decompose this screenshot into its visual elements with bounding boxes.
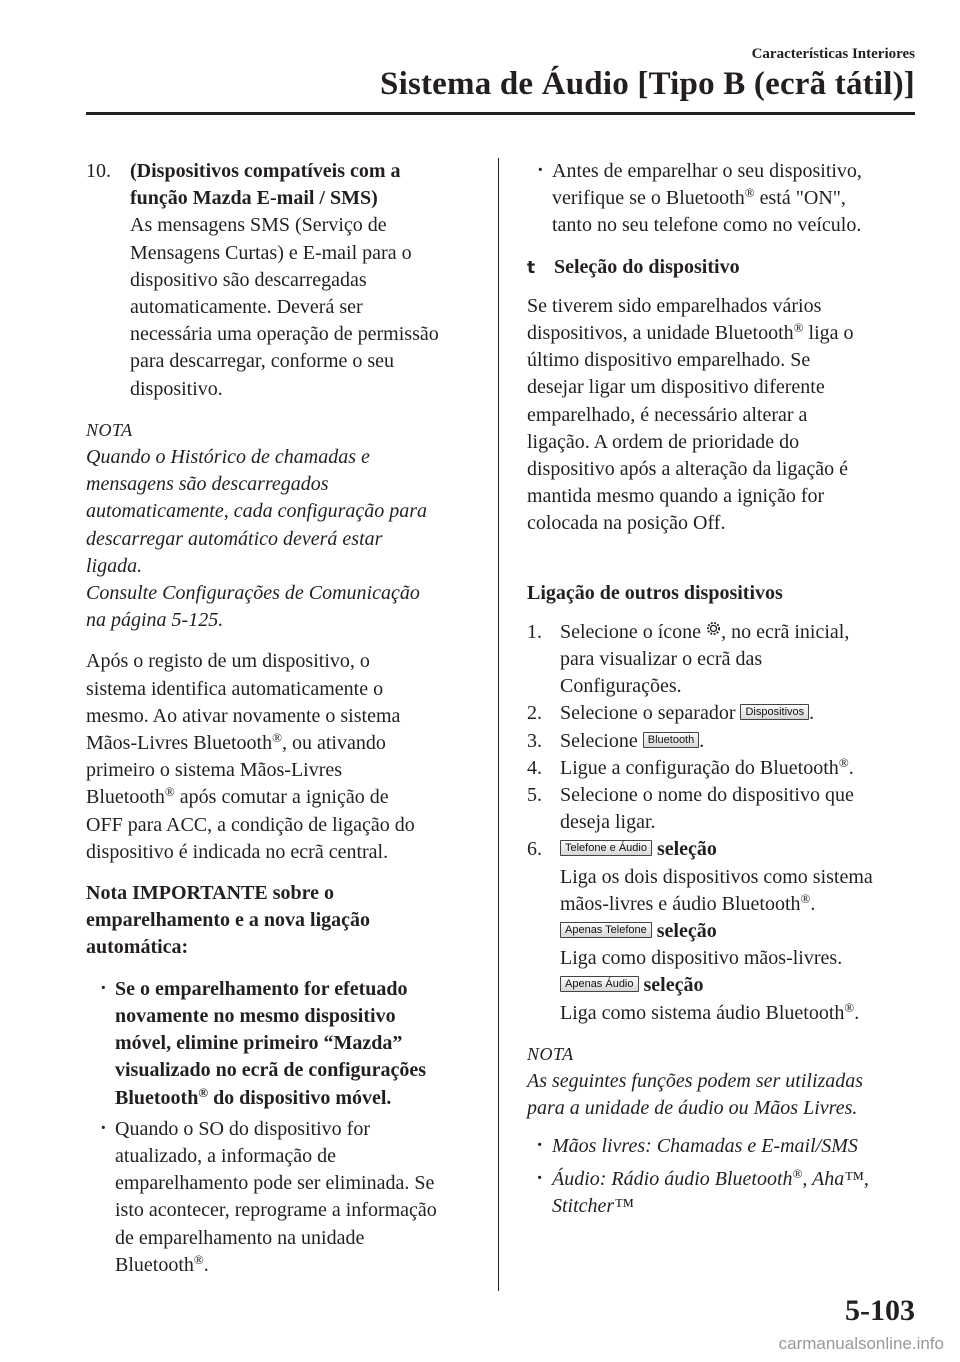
body-line: dispositivo são descarregadas	[130, 268, 367, 291]
nota-block	[86, 417, 471, 635]
bullet-item	[535, 158, 919, 240]
step-4	[527, 755, 919, 782]
section-heading	[527, 254, 919, 281]
registered-mark: ®	[744, 185, 755, 201]
bullet-line: .	[203, 1253, 209, 1276]
title-line: função Mazda E-mail / SMS)	[130, 187, 378, 210]
bullet-line: Bluetooth	[115, 1086, 199, 1109]
registered-mark: ®	[800, 890, 811, 906]
text-line: mesmo. Ao ativar novamente o sistema	[86, 704, 401, 727]
step-number: 2.	[527, 702, 542, 725]
important-bullets	[86, 976, 471, 1279]
item-10-title	[130, 158, 471, 212]
nota-line: descarregar automático deverá estar	[86, 527, 383, 550]
bullet-line: atualizado, a informação de	[115, 1144, 336, 1167]
nota-block	[527, 1041, 919, 1220]
page-number: 5-103	[845, 1294, 915, 1327]
section-marker-icon: t	[527, 257, 536, 278]
step-number: 3.	[527, 729, 542, 752]
bullet-line: está "ON",	[754, 187, 846, 210]
step-text: mãos-livres e áudio Bluetooth	[560, 892, 801, 915]
nota-line: ligada.	[86, 554, 143, 577]
nota-line: As seguintes funções podem ser utilizadas	[527, 1070, 864, 1093]
registered-mark: ®	[272, 730, 282, 746]
body-line: necessária uma operação de permissão	[130, 323, 439, 346]
text-line: Após o registo de um dispositivo, o	[86, 650, 370, 673]
body-line: As mensagens SMS (Serviço de	[130, 214, 387, 237]
registered-mark: ®	[164, 784, 175, 800]
step-number: 5.	[527, 784, 542, 807]
nota-line: Mãos livres: Chamadas e E-mail/SMS	[552, 1134, 858, 1157]
nota-bullet	[535, 1166, 919, 1220]
text-line: liga o	[803, 322, 854, 345]
text-line: Se tiverem sido emparelhados vários	[527, 294, 822, 317]
phone-only-button: Apenas Telefone	[560, 922, 652, 938]
registered-mark: ®	[838, 754, 849, 770]
step-number: 1.	[527, 620, 542, 643]
text-line: último dispositivo emparelhado. Se	[527, 349, 811, 372]
bullet-line: Quando o SO do dispositivo for	[115, 1117, 370, 1140]
header-rule	[86, 112, 915, 115]
text-line: ligação. A ordem de prioridade do	[527, 430, 800, 453]
bullet-line: de emparelhamento na unidade	[115, 1226, 365, 1249]
bullet-item	[98, 1116, 471, 1279]
body-line: Mensagens Curtas) e E-mail para o	[130, 241, 412, 264]
body-line: para descarregar, conforme o seu	[130, 350, 395, 373]
selection-label: seleção	[638, 974, 704, 997]
text-line: após comutar a ignição de	[174, 786, 389, 809]
nota-bullet	[535, 1133, 919, 1160]
step-text: .	[699, 729, 705, 752]
watermark: carmanualsonline.info	[778, 1334, 944, 1353]
body-line: dispositivo.	[130, 377, 223, 400]
nota-line: na página 5-125.	[86, 609, 224, 632]
text-line: dispositivos, a unidade Bluetooth	[527, 322, 794, 345]
registered-mark: ®	[844, 999, 855, 1015]
bullet-item	[98, 976, 471, 1112]
heading-line: Nota IMPORTANTE sobre o	[86, 882, 334, 905]
nota-line: Stitcher™	[552, 1194, 634, 1217]
bluetooth-button: Bluetooth	[643, 732, 699, 748]
paragraph-registration	[86, 648, 471, 866]
text-line: desejar ligar um dispositivo diferente	[527, 376, 825, 399]
audio-only-button: Apenas Áudio	[560, 976, 639, 992]
step-text: Ligue a configuração do Bluetooth	[560, 756, 839, 779]
step-text: para visualizar o ecrã das	[560, 648, 763, 671]
nota-text	[527, 1068, 919, 1122]
paragraph-device-selection	[527, 293, 919, 538]
step-3	[527, 728, 919, 755]
bullet-line: emparelhamento pode ser eliminada. Se	[115, 1172, 435, 1195]
bullet-line: Antes de emparelhar o seu dispositivo,	[552, 160, 862, 182]
title-line: (Dispositivos compatíveis com a	[130, 160, 401, 182]
nota-text	[86, 444, 471, 634]
bullet-line: novamente no mesmo dispositivo	[115, 1004, 396, 1027]
nota-line: automaticamente, cada configuração para	[86, 500, 428, 523]
item-10	[86, 158, 471, 403]
section-title: Seleção do dispositivo	[554, 255, 740, 278]
important-heading	[86, 880, 471, 962]
page-title: Sistema de Áudio [Tipo B (ecrã tátil)]	[380, 66, 915, 102]
step-text: Liga como dispositivo mãos-livres.	[560, 947, 843, 970]
bullet-line: verifique se o Bluetooth	[552, 187, 745, 210]
text-line: mantida mesmo quando a ignição for	[527, 485, 825, 508]
nota-line: Consulte Configurações de Comunicação	[86, 582, 420, 605]
step-text: Configurações.	[560, 675, 682, 698]
step-text: .	[848, 756, 854, 779]
text-line: colocada na posição Off.	[527, 512, 726, 535]
nota-line: Áudio: Rádio áudio Bluetooth	[552, 1167, 793, 1190]
left-column	[86, 158, 471, 1279]
nota-bullets	[527, 1133, 919, 1221]
text-line: sistema identifica automaticamente o	[86, 677, 384, 700]
nota-line: Quando o Histórico de chamadas e	[86, 446, 370, 469]
bullet-line: Se o emparelhamento for efetuado	[115, 977, 408, 1000]
item-number: 10.	[86, 160, 111, 182]
step-text: .	[810, 892, 816, 915]
registered-mark: ®	[793, 320, 804, 336]
step-number: 6.	[527, 838, 542, 861]
step-number: 4.	[527, 756, 542, 779]
bullet-line: isto acontecer, reprograme a informação	[115, 1199, 437, 1222]
bullet-line: móvel, elimine primeiro “Mazda”	[115, 1032, 403, 1055]
selection-label: seleção	[651, 838, 717, 861]
nota-line: , Aha™,	[802, 1167, 869, 1190]
item-10-body	[130, 212, 471, 402]
step-text: Liga os dois dispositivos como sistema	[560, 865, 873, 888]
nota-line: para a unidade de áudio ou Mãos Livres.	[527, 1097, 858, 1120]
bullet-line: visualizado no ecrã de configurações	[115, 1059, 427, 1082]
step-text: Selecione o ícone	[560, 620, 707, 643]
right-column	[527, 158, 919, 1220]
settings-gear-icon	[706, 621, 721, 636]
text-line: OFF para ACC, a condição de ligação do	[86, 813, 415, 836]
text-line: emparelhado, é necessário alterar a	[527, 403, 808, 426]
text-line: , ou ativando	[281, 732, 386, 755]
heading-line: emparelhamento e a nova ligação	[86, 909, 371, 932]
nota-line: mensagens são descarregados	[86, 473, 329, 496]
bullet-line: Bluetooth	[115, 1253, 194, 1276]
nota-heading: NOTA	[86, 419, 133, 440]
column-divider	[498, 158, 499, 1291]
text-line: dispositivo é indicada no ecrã central.	[86, 840, 389, 863]
text-line: primeiro o sistema Mãos-Livres	[86, 759, 343, 782]
body-line: automaticamente. Deverá ser	[130, 296, 363, 319]
text-line: dispositivo após a alteração da ligação é	[527, 458, 848, 481]
text-line: Mãos-Livres Bluetooth	[86, 732, 273, 755]
header-section-label: Características Interiores	[751, 46, 915, 62]
heading-line: automática:	[86, 936, 189, 959]
step-text: Liga como sistema áudio Bluetooth	[560, 1001, 845, 1024]
registered-mark: ®	[193, 1251, 204, 1267]
registered-mark: ®	[198, 1084, 209, 1100]
step-text: Selecione	[560, 729, 643, 752]
phone-and-audio-button: Telefone e Áudio	[560, 840, 652, 856]
step-2	[527, 700, 919, 727]
step-text: deseja ligar.	[560, 811, 656, 834]
step-6	[527, 836, 919, 1026]
bullet-line: tanto no seu telefone como no veículo.	[552, 214, 862, 237]
devices-tab-button: Dispositivos	[740, 704, 809, 720]
step-text: .	[854, 1001, 860, 1024]
step-text: .	[809, 702, 815, 725]
step-1	[527, 619, 919, 701]
bullet-line: do dispositivo móvel.	[208, 1086, 392, 1109]
step-text: Selecione o separador	[560, 702, 741, 725]
nota-heading: NOTA	[527, 1043, 574, 1064]
subheading: Ligação de outros dispositivos	[527, 581, 783, 604]
step-text: Selecione o nome do dispositivo que	[560, 784, 854, 807]
registered-mark: ®	[792, 1165, 803, 1181]
step-text: , no ecrã inicial,	[721, 620, 850, 643]
step-5	[527, 782, 919, 836]
selection-label: seleção	[651, 920, 717, 943]
text-line: Bluetooth	[86, 786, 165, 809]
